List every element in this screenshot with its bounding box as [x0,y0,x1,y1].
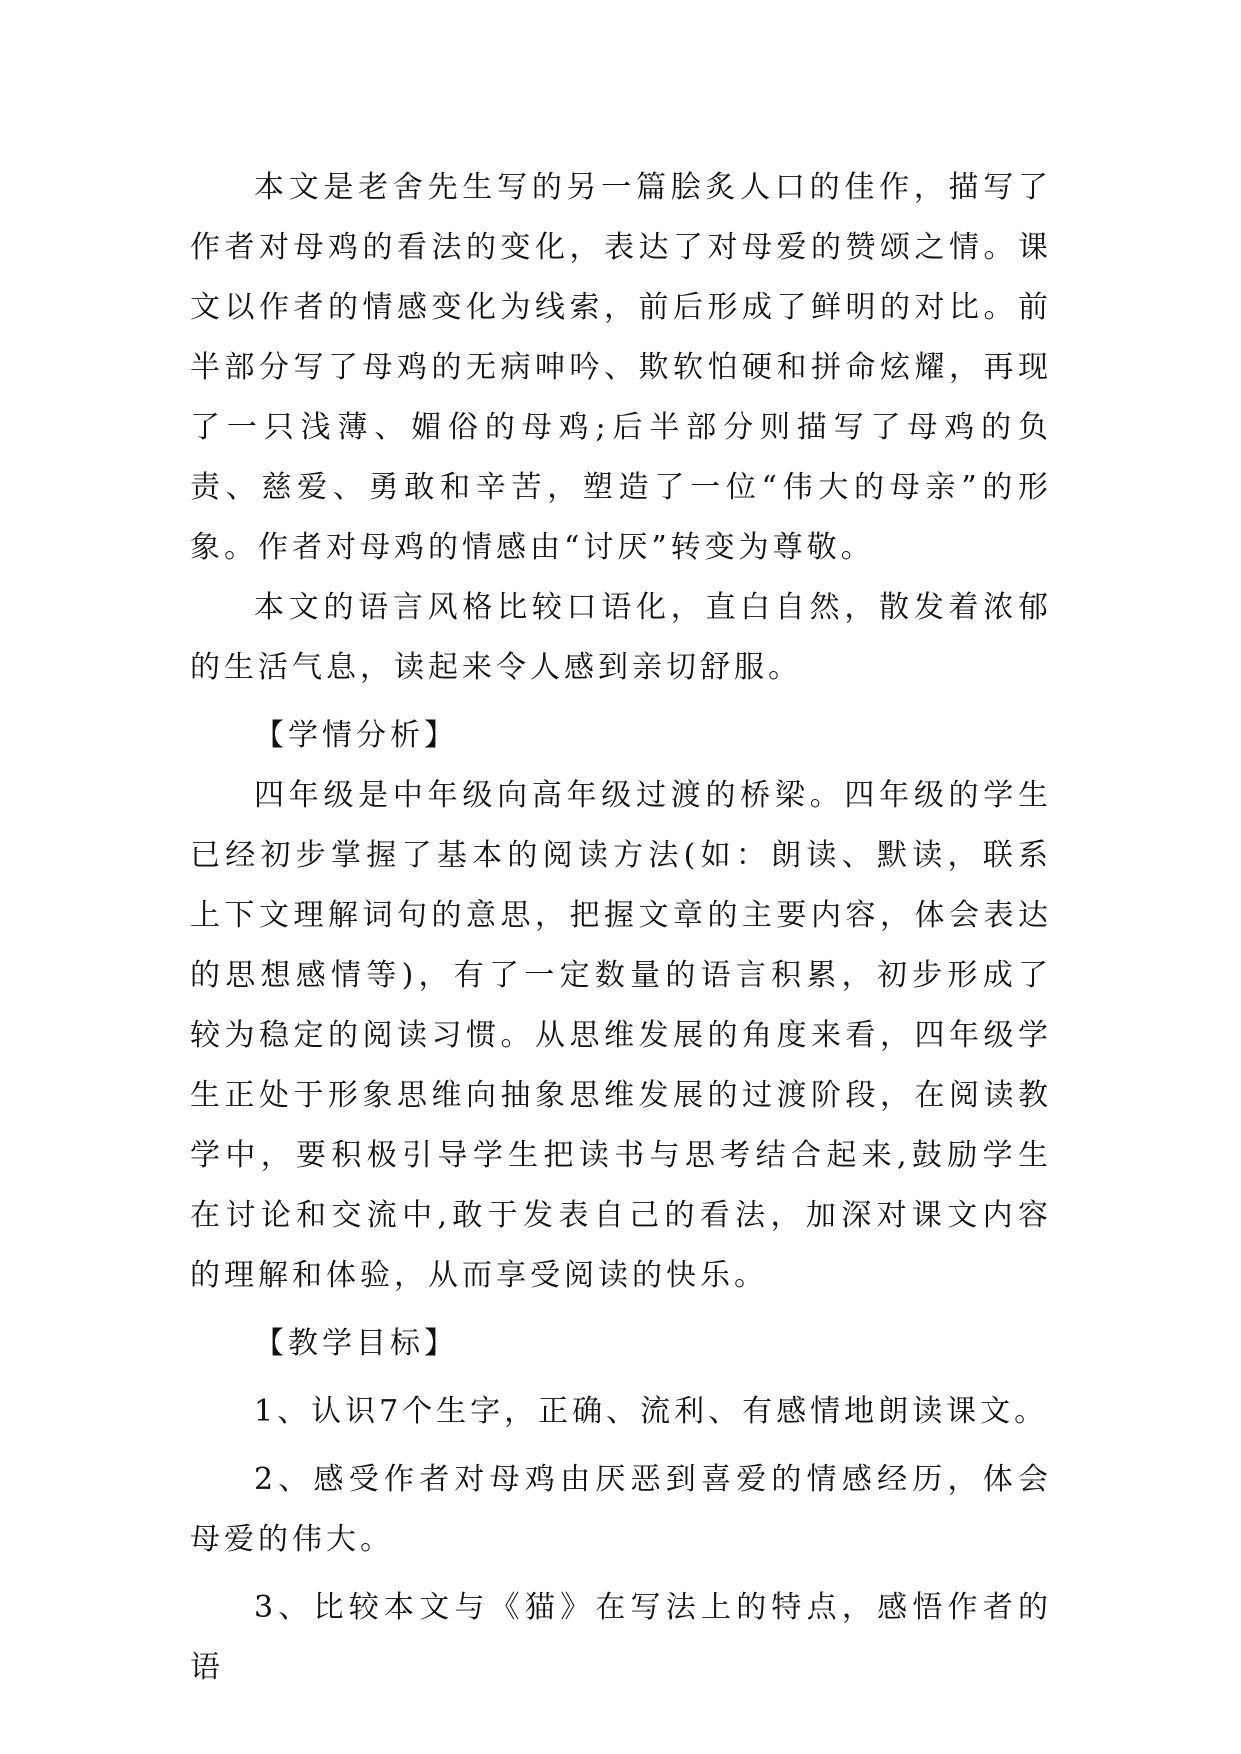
paragraph-text-summary: 本文是老舍先生写的另一篇脍炙人口的佳作，描写了作者对母鸡的看法的变化，表达了对母爱的赞颂之情。课文以作者的情感变化为线索，前后形成了鲜明的对比。前半部分写了母鸡的无病呻吟、欺软怕硬和拼命炫耀，再现了一只浅薄、媚俗的母鸡;后半部分则描写了母鸡的负责、慈爱、勇敢和辛苦，塑造了一位“伟大的母亲”的形象。作者对母鸡的情感由“讨厌”转变为尊敬。 [190,170,1052,565]
spacer [190,1374,1052,1382]
spacer [190,698,1052,706]
paragraph-language-style: 本文的语言风格比较口语化，直白自然，散发着浓郁的生活气息，读起来令人感到亲切舒服。 [190,590,1052,685]
section-heading-teaching-goals: 【教学目标】 [254,1326,458,1361]
document-body [190,158,1052,1698]
goal-item-1: 1、认识7个生字，正确、流利、有感情地朗读课文。 [254,1394,1049,1429]
spacer [190,1442,1052,1450]
goal-item-2: 2、感受作者对母鸡由厌恶到喜爱的情感经历，体会母爱的伟大。 [190,1462,1052,1557]
section-heading-student-analysis: 【学情分析】 [254,718,458,753]
goal-item-3: 3、比较本文与《猫》在写法上的特点，感悟作者的语 [190,1590,1052,1685]
spacer [190,1570,1052,1578]
paragraph-student-analysis: 四年级是中年级向高年级过渡的桥梁。四年级的学生已经初步掌握了基本的阅读方法(如：朗读、默读，联系上下文理解词句的意思，把握文章的主要内容，体会表达的思想感情等)，有了一定数量的语言积累，初步形成了较为稳定的阅读习惯。从思维发展的角度来看，四年级学生正处于形象思维向抽象思维发展的过渡阶段，在阅读教学中，要积极引导学生把读书与思考结合起来,鼓励学生在讨论和交流中,敢于发表自己的看法，加深对课文内容的理解和体验，从而享受阅读的快乐。 [190,778,1052,1293]
spacer [190,1306,1052,1314]
